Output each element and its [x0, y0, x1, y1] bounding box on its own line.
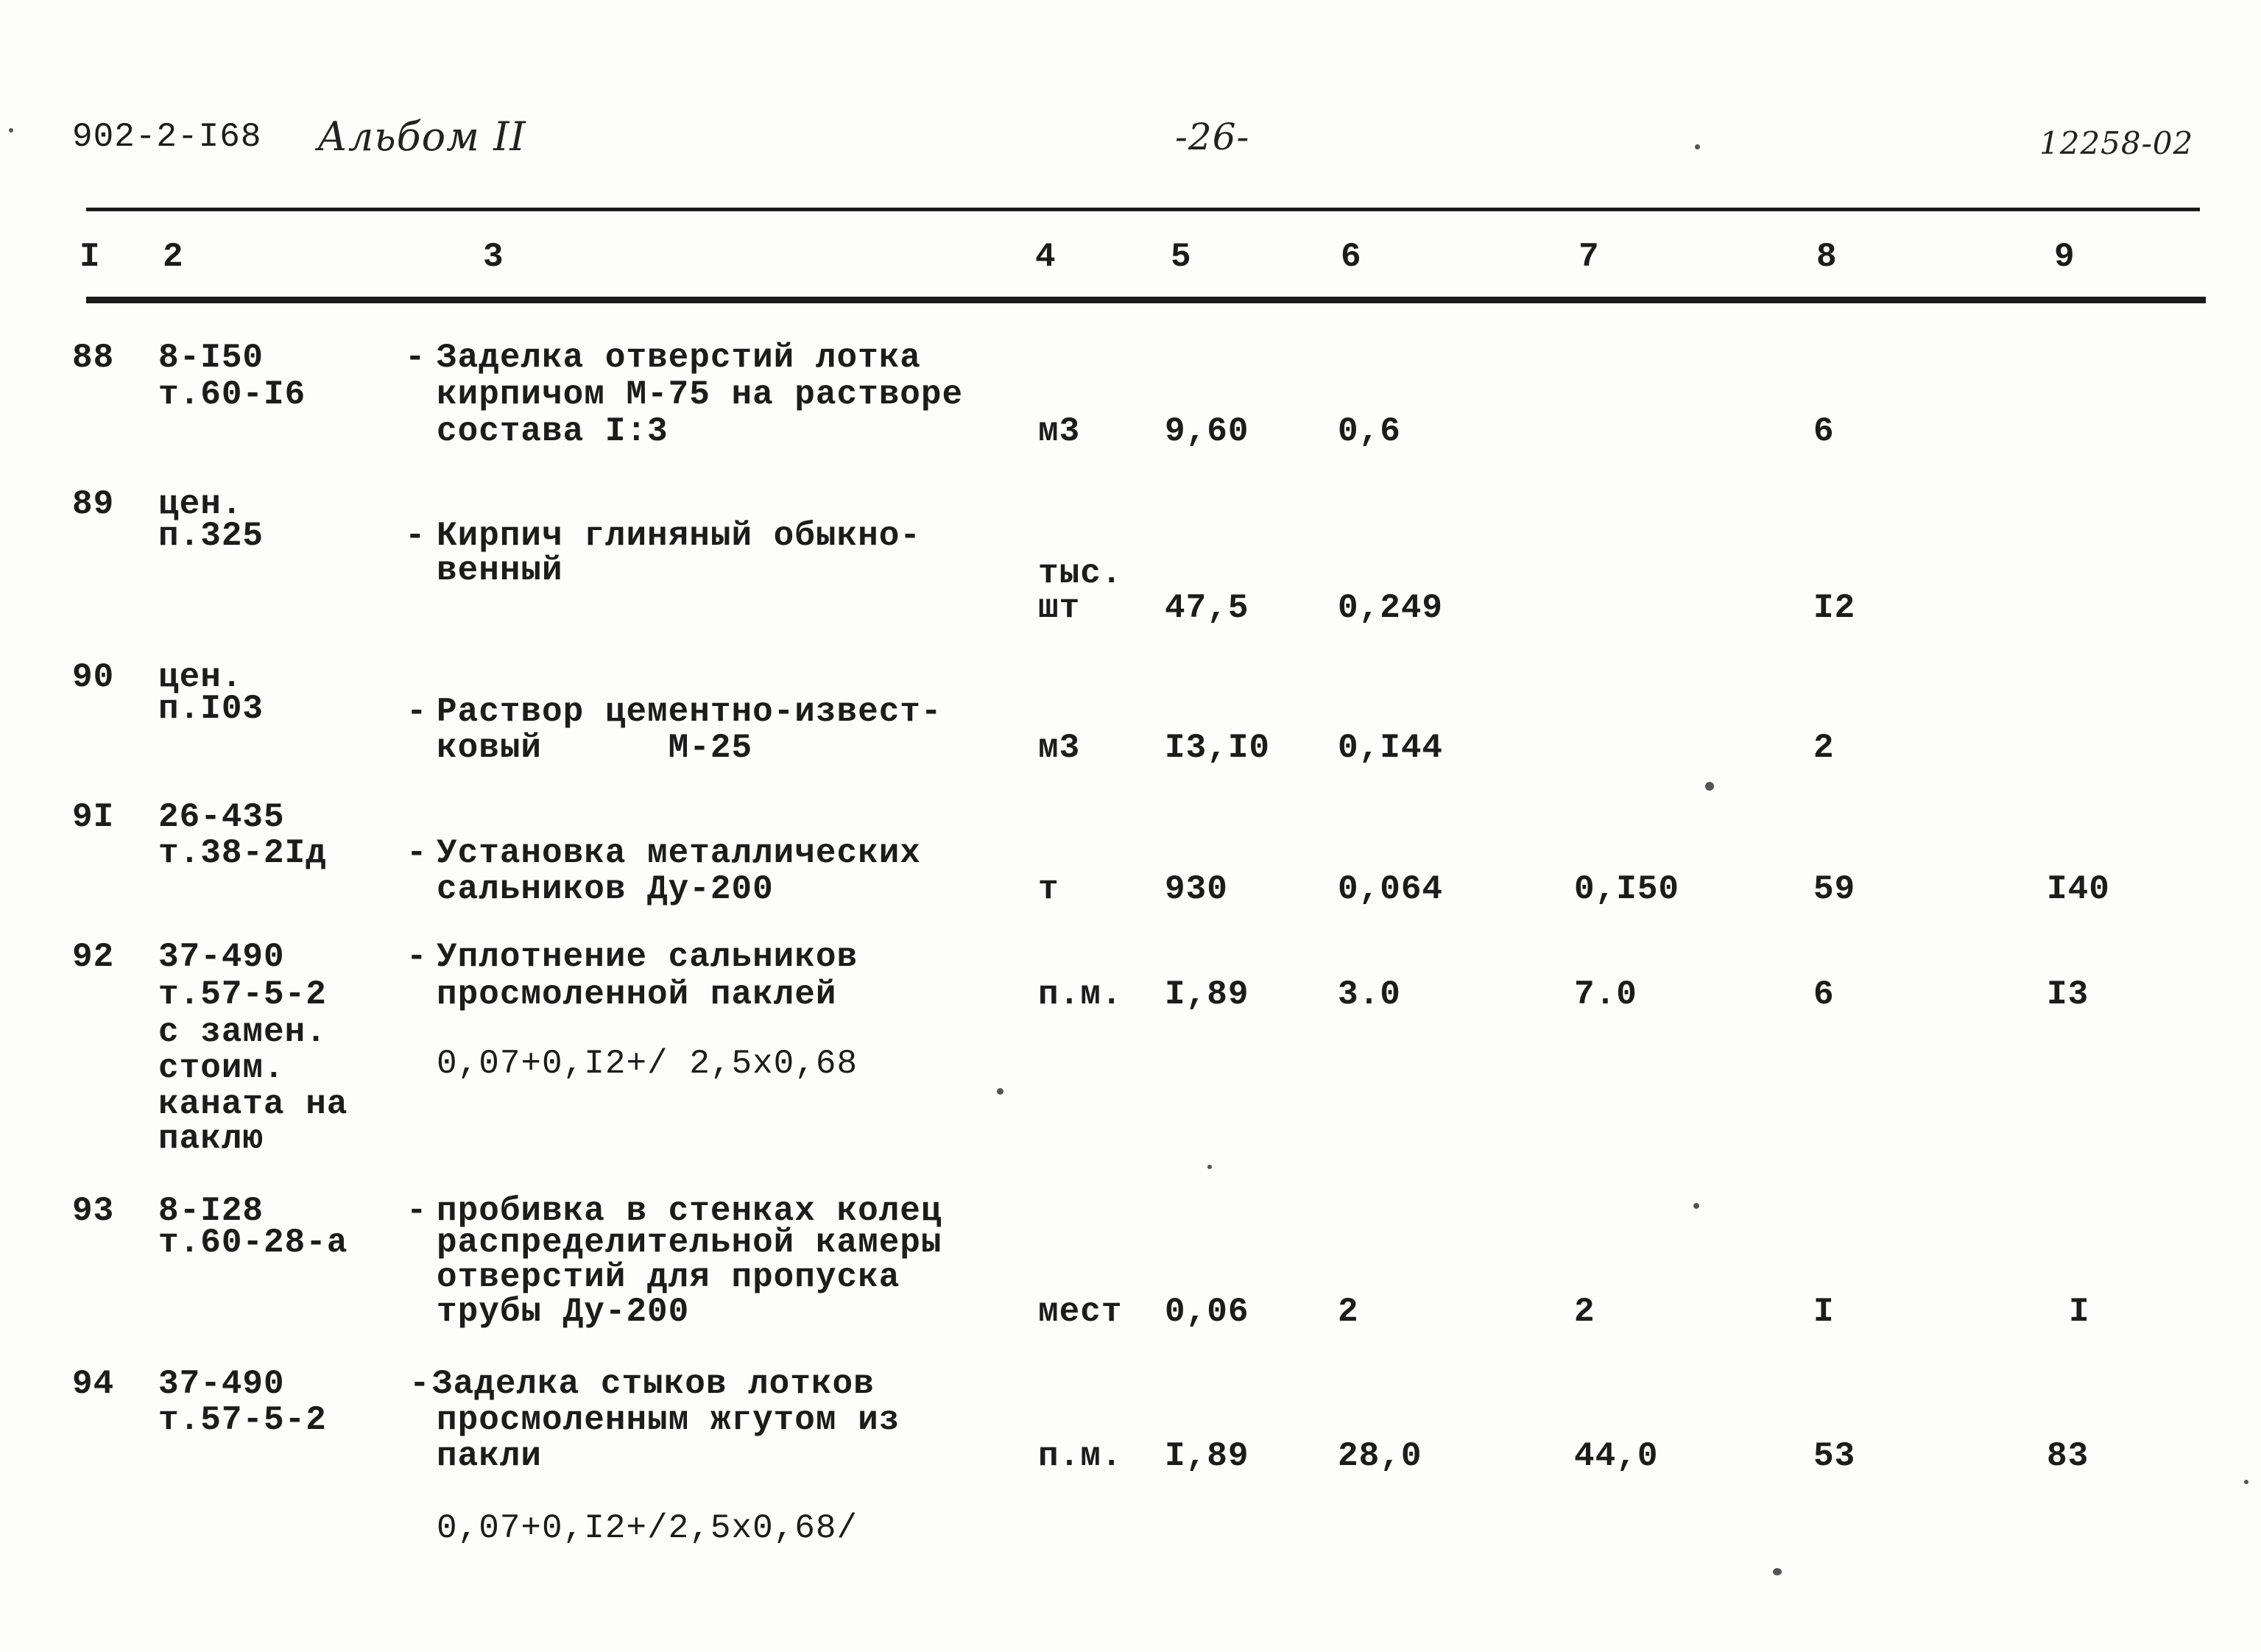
value-col-7: 7.0: [1574, 975, 1637, 1014]
value-col-5: 9,60: [1165, 412, 1249, 451]
unit: тыс.: [1038, 554, 1123, 593]
description-line: кирпичом М-75 на растворе: [437, 375, 964, 414]
description-line: Заделка отверстий лотка: [437, 339, 921, 377]
value-col-5: I3,I0: [1165, 729, 1271, 767]
column-header-5: 5: [1171, 238, 1192, 276]
norm-code: т.57-5-2: [158, 1401, 327, 1439]
value-col-8: 59: [1813, 870, 1856, 908]
norm-code: п.325: [158, 517, 264, 555]
value-col-6: 0,064: [1338, 870, 1444, 908]
unit: т: [1038, 870, 1059, 908]
column-header-1: I: [80, 238, 101, 276]
value-col-6: 0,I44: [1338, 729, 1444, 767]
value-col-5: 0,06: [1165, 1293, 1249, 1331]
row-number: 9I: [72, 798, 115, 836]
value-col-7: 2: [1574, 1293, 1595, 1331]
unit: п.м.: [1038, 975, 1123, 1014]
value-col-7: 44,0: [1574, 1437, 1659, 1475]
description-line: ковый М-25: [437, 729, 753, 767]
description-line: трубы Ду-200: [437, 1293, 690, 1331]
value-col-5: 47,5: [1165, 589, 1249, 627]
description-line: Уплотнение сальников: [437, 938, 858, 976]
value-col-6: 0,249: [1338, 589, 1444, 627]
norm-code: т.38-2Iд: [158, 834, 327, 872]
description-line: пробивка в стенках колец: [437, 1192, 942, 1230]
norm-code: цен.: [158, 658, 243, 696]
description-line: просмоленным жгутом из: [437, 1401, 900, 1439]
value-col-8: I: [1813, 1293, 1835, 1331]
description-dash: -: [406, 693, 428, 731]
row-number: 90: [72, 658, 115, 696]
value-col-6: 3.0: [1338, 975, 1401, 1014]
norm-code: цен.: [158, 485, 243, 523]
unit: шт: [1038, 589, 1081, 627]
value-col-8: 6: [1813, 412, 1835, 451]
description-line: сальников Ду-200: [437, 870, 774, 908]
norm-code: 26-435: [158, 798, 285, 836]
column-header-9: 9: [2054, 238, 2075, 276]
value-col-6: 2: [1338, 1293, 1359, 1331]
norm-code: 8-I28: [158, 1192, 264, 1230]
value-col-9: I3: [2047, 975, 2089, 1014]
value-col-8: I2: [1813, 589, 1856, 627]
value-col-9: I40: [2047, 870, 2110, 908]
scan-speck: [1695, 144, 1700, 149]
value-col-6: 0,6: [1338, 412, 1401, 451]
scan-speck: [1693, 1203, 1699, 1209]
scan-speck: [1773, 1568, 1782, 1575]
description-line: Установка металлических: [437, 834, 921, 872]
value-col-9: I: [2069, 1293, 2090, 1331]
document-code: 12258-02: [2039, 125, 2194, 161]
description-dash: -: [406, 938, 428, 976]
column-header-8: 8: [1816, 238, 1838, 276]
row-number: 93: [72, 1192, 115, 1230]
description-dash: -: [406, 834, 428, 872]
album-label: Альбом II: [317, 113, 526, 160]
table-row: [0, 939, 2261, 1159]
norm-code: паклю: [158, 1120, 264, 1158]
column-header-2: 2: [163, 238, 184, 276]
description-line: Кирпич глиняный обыкно-: [437, 517, 921, 555]
header-bottom-rule: [86, 297, 2206, 303]
norm-code: 37-490: [158, 938, 285, 976]
norm-code: п.I03: [158, 690, 264, 728]
formula: 0,07+0,I2+/ 2,5х0,68: [437, 1045, 858, 1083]
page-number: -26-: [1175, 116, 1250, 158]
scan-speck: [997, 1088, 1003, 1095]
description-line: распределительной камеры: [437, 1224, 942, 1262]
row-number: 89: [72, 485, 115, 523]
header-top-rule: [86, 208, 2200, 211]
norm-code: каната на: [158, 1085, 348, 1123]
description-dash: -: [406, 1192, 428, 1230]
scan-speck: [9, 128, 13, 133]
norm-code: т.60-28-а: [158, 1224, 348, 1262]
description-line: пакли: [437, 1437, 543, 1475]
value-col-6: 28,0: [1338, 1437, 1422, 1475]
unit: м3: [1038, 412, 1081, 451]
description-line: отверстий для пропуска: [437, 1258, 900, 1296]
value-col-5: I,89: [1165, 975, 1249, 1014]
column-header-3: 3: [483, 238, 504, 276]
scan-speck: [1207, 1165, 1212, 1169]
norm-code: т.60-I6: [158, 375, 306, 414]
scan-speck: [1705, 782, 1714, 791]
value-col-9: 83: [2047, 1437, 2089, 1475]
unit: мест: [1038, 1293, 1123, 1331]
value-col-8: 2: [1813, 729, 1835, 767]
norm-code: т.57-5-2: [158, 975, 327, 1014]
description-line: венный: [437, 551, 563, 590]
unit: п.м.: [1038, 1437, 1123, 1475]
description-line: просмоленной паклей: [437, 975, 837, 1014]
row-number: 92: [72, 938, 115, 976]
row-number: 94: [72, 1365, 115, 1403]
description-line: Раствор цементно-извест-: [437, 693, 942, 731]
norm-code: 8-I50: [158, 339, 264, 377]
scan-speck: [2244, 1480, 2248, 1484]
formula: 0,07+0,I2+/2,5х0,68/: [437, 1509, 858, 1547]
description-dash: -: [409, 1365, 431, 1403]
column-header-6: 6: [1341, 238, 1362, 276]
column-header-4: 4: [1035, 238, 1057, 276]
series-code: 902-2-I68: [72, 118, 262, 156]
norm-code: 37-490: [158, 1365, 285, 1403]
description-dash: -: [405, 517, 426, 555]
norm-code: с замен.: [158, 1013, 327, 1051]
unit: м3: [1038, 729, 1081, 767]
value-col-5: 930: [1165, 870, 1228, 908]
description-line: состава I:3: [437, 412, 669, 451]
value-col-7: 0,I50: [1574, 870, 1680, 908]
value-col-8: 6: [1813, 975, 1835, 1014]
table-row: [0, 1366, 2261, 1586]
description-dash: -: [405, 339, 426, 377]
column-header-7: 7: [1579, 238, 1600, 276]
norm-code: стоим.: [158, 1049, 285, 1087]
value-col-8: 53: [1813, 1437, 1856, 1475]
value-col-5: I,89: [1165, 1437, 1249, 1475]
row-number: 88: [72, 339, 115, 377]
description-line: Заделка стыков лотков: [432, 1365, 875, 1403]
